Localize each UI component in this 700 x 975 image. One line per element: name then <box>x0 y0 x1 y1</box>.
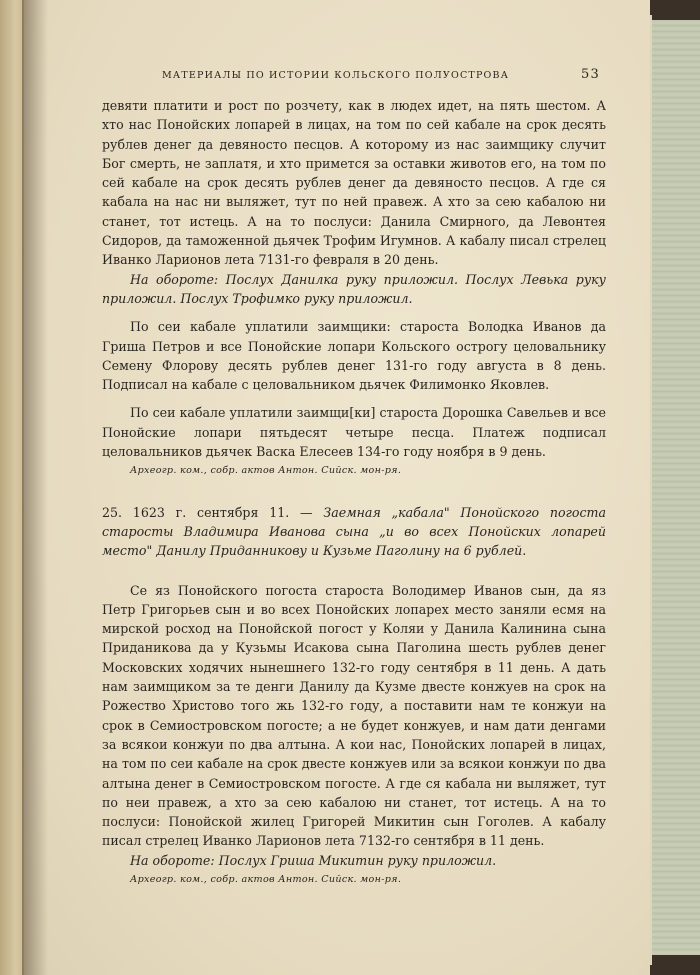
verso-note: На обороте: Послух Данилка руку приложил. Послух Левька руку приложил. Послух Трофимко руку приложил. <box>102 271 606 306</box>
archive-reference: Археогр. ком., собр. актов Антон. Сийск. мон-ря. <box>130 873 402 885</box>
paragraph: Се яз Понойского погоста староста Володимер Иванов сын, да яз Петр Григорьев сын и во всех Понойских лопарех место заняли есмя на мирской росход на Понойской погост у Коляи у Данила Калинина сына Приданикова да у Кузьмы Исакова сына Паголина шесть рублев денег Московских ходячих нынешнего 132-го году сентября в 11 день. А дать нам заимщиком за те денги Данилу да Кузме двесте конжуев на срок на Рожество Христово того жь 132-го году, а поставити нам те конжуи на срок в Семиостровском погосте; а не будет конжуев, и нам дати денгами за всякои конжуи по два алтына. А кои нас, Понойских лопарей в лицах, на том по сеи кабале на срок двесте конжуев или за всякои конжуи по два алтына денег в Семиостровском погосте. А где ся кабала ни выляжет, тут по неи правеж, а хто за сею кабалою ни станет, тот истець. А на то послуси: Понойской жилец Григорей Микитин сын Гоголев. А кабалу писал стрелец Иванко Ларионов лета 7132-го сентября в 11 день. <box>102 582 606 849</box>
body-text-top <box>102 96 606 481</box>
paragraph: По сеи кабале уплатили заимщики: староста Володка Иванов да Гриша Петров и все Понойские лопари Кольского острогу целовальнику Семену Флорову десять рублев денег 131-го году августа в 8 день. Подписал на кабале с целовальником дьячек Филимонко Яковлев. <box>102 319 606 393</box>
document-number: 25. 1623 г. сентября 11. — <box>102 504 313 520</box>
document-title: Заемная „кабала" Понойского погоста старосты Владимира Иванова сына „и во всех Понойских лопарей место" Данилу Приданникову и Кузьме Паголину на 6 рублей. <box>102 504 606 559</box>
body-text-bottom <box>102 581 606 890</box>
book-page <box>24 0 650 975</box>
verso-note: На обороте: Послух Гриша Микитин руку приложил. <box>130 852 497 868</box>
paragraph: девяти платити и рост по розчету, как в людех идет, на пять шестом. А хто нас Понойских лопарей в лицах, на том по сей кабале на срок десять рублев денег да девяносто песцов. А которому из нас заимщику случит Бог смерть, не заплатя, и хто примется за оставки животов его, на том по сей кабале на срок десять рублев денег да девяносто песцов. А где ся кабала на нас ни выляжет, тут по ней правеж. А хто за сею кабалою ни станет, тот истець. А на то послуси: Данила Смирного, да Левонтея Сидоров, да таможенной дьячек Трофим Игумнов. А кабалу писал стрелец Иванко Ларионов лета 7131-го февраля в 20 день. <box>102 98 606 268</box>
page-number: 53 <box>581 67 600 82</box>
running-head <box>102 68 606 86</box>
archive-reference: Археогр. ком., собр. актов Антон. Сийск. мон-ря. <box>130 465 402 477</box>
paragraph: По сеи кабале уплатили заимщи[ки] староста Дорошка Савельев и все Понойские лопари пятьдесят четыре песца. Платеж подписал целовальников дьячек Васка Елесеев 134-го году ноября в 9 день. <box>102 405 606 460</box>
document-heading <box>102 503 606 561</box>
spine-shadow <box>22 0 48 975</box>
running-head-title: МАТЕРИАЛЫ ПО ИСТОРИИ КОЛЬСКОГО ПОЛУОСТРОВА <box>162 70 510 81</box>
